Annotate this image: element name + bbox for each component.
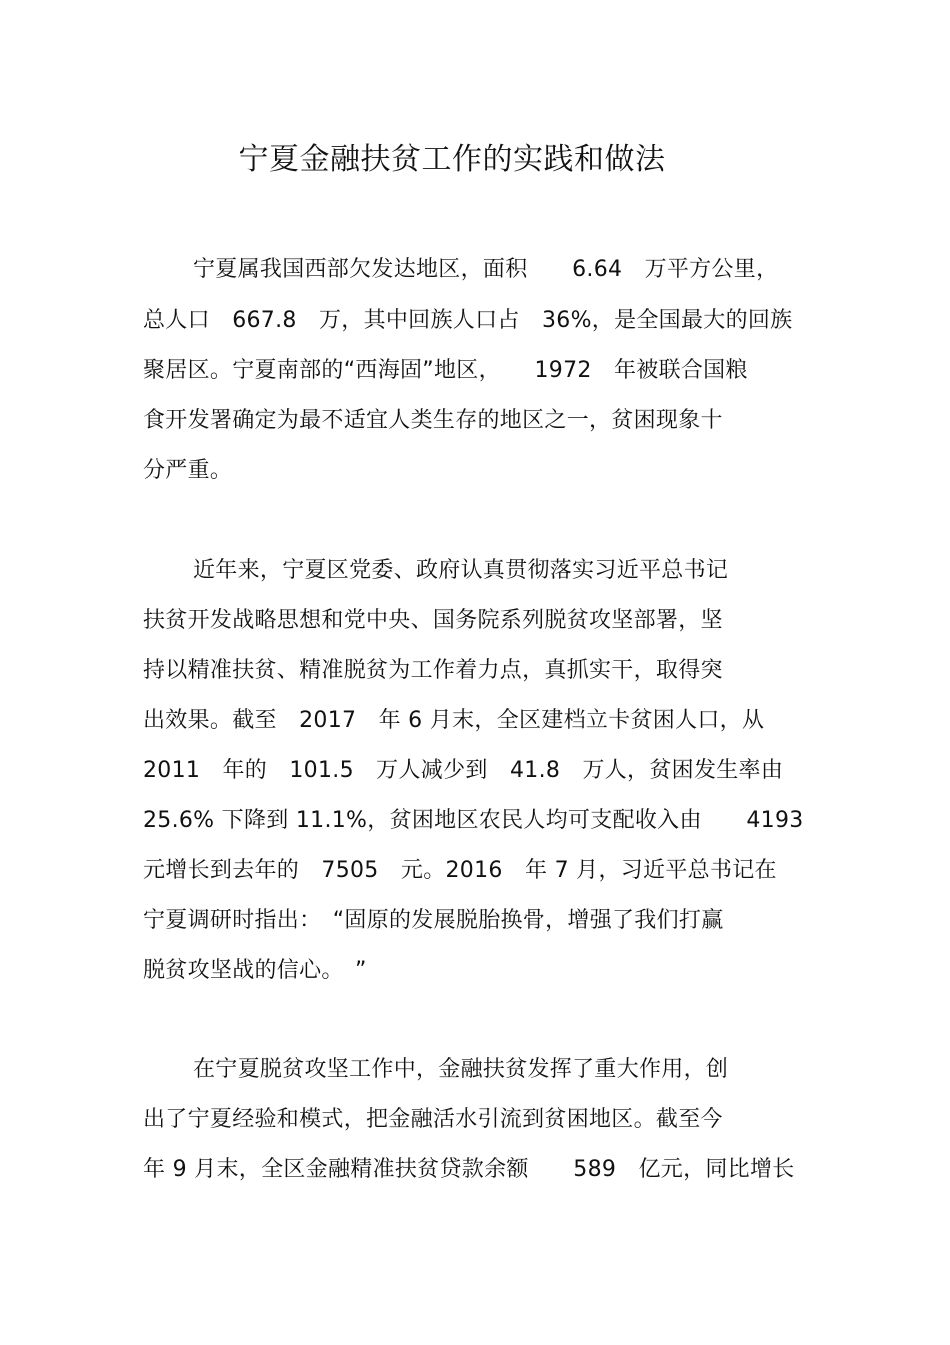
paragraph-line: 食开发署确定为最不适宜人类生存的地区之一，贫困现象十 xyxy=(143,408,723,433)
paragraph-line: 在宁夏脱贫攻坚工作中，金融扶贫发挥了重大作用，创 xyxy=(193,1057,729,1082)
paragraph-line: 扶贫开发战略思想和党中央、国务院系列脱贫攻坚部署，坚 xyxy=(143,608,723,633)
paragraph-line: 出效果。截至 2017 年 6 月末，全区建档立卡贫困人口，从 xyxy=(143,708,765,733)
paragraph-line: 分严重。 xyxy=(143,458,233,483)
paragraph-line: 近年来，宁夏区党委、政府认真贯彻落实习近平总书记 xyxy=(193,558,729,583)
paragraph-line: 持以精准扶贫、精准脱贫为工作着力点，真抓实干，取得突 xyxy=(143,658,723,683)
paragraph-line: 宁夏调研时指出： “固原的发展脱胎换骨，增强了我们打赢 xyxy=(143,908,724,933)
paragraph-line: 宁夏属我国西部欠发达地区，面积 6.64 万平方公里， xyxy=(193,257,779,282)
document-title: 宁夏金融扶贫工作的实践和做法 xyxy=(238,142,666,177)
paragraph-line: 2011 年的 101.5 万人减少到 41.8 万人，贫困发生率由 xyxy=(143,758,784,783)
paragraph-line: 聚居区。宁夏南部的“西海固”地区， 1972 年被联合国粮 xyxy=(143,358,748,383)
paragraph-line: 25.6% 下降到 11.1%，贫困地区农民人均可支配收入由 4193 xyxy=(143,808,804,833)
paragraph-line: 元增长到去年的 7505 元。2016 年 7 月，习近平总书记在 xyxy=(143,858,777,883)
paragraph-line: 脱贫攻坚战的信心。 ” xyxy=(143,958,367,983)
paragraph-line: 年 9 月末，全区金融精准扶贫贷款余额 589 亿元，同比增长 xyxy=(143,1157,795,1182)
paragraph-line: 出了宁夏经验和模式，把金融活水引流到贫困地区。截至今 xyxy=(143,1107,723,1132)
paragraph-line: 总人口 667.8 万，其中回族人口占 36%，是全国最大的回族 xyxy=(143,308,793,333)
